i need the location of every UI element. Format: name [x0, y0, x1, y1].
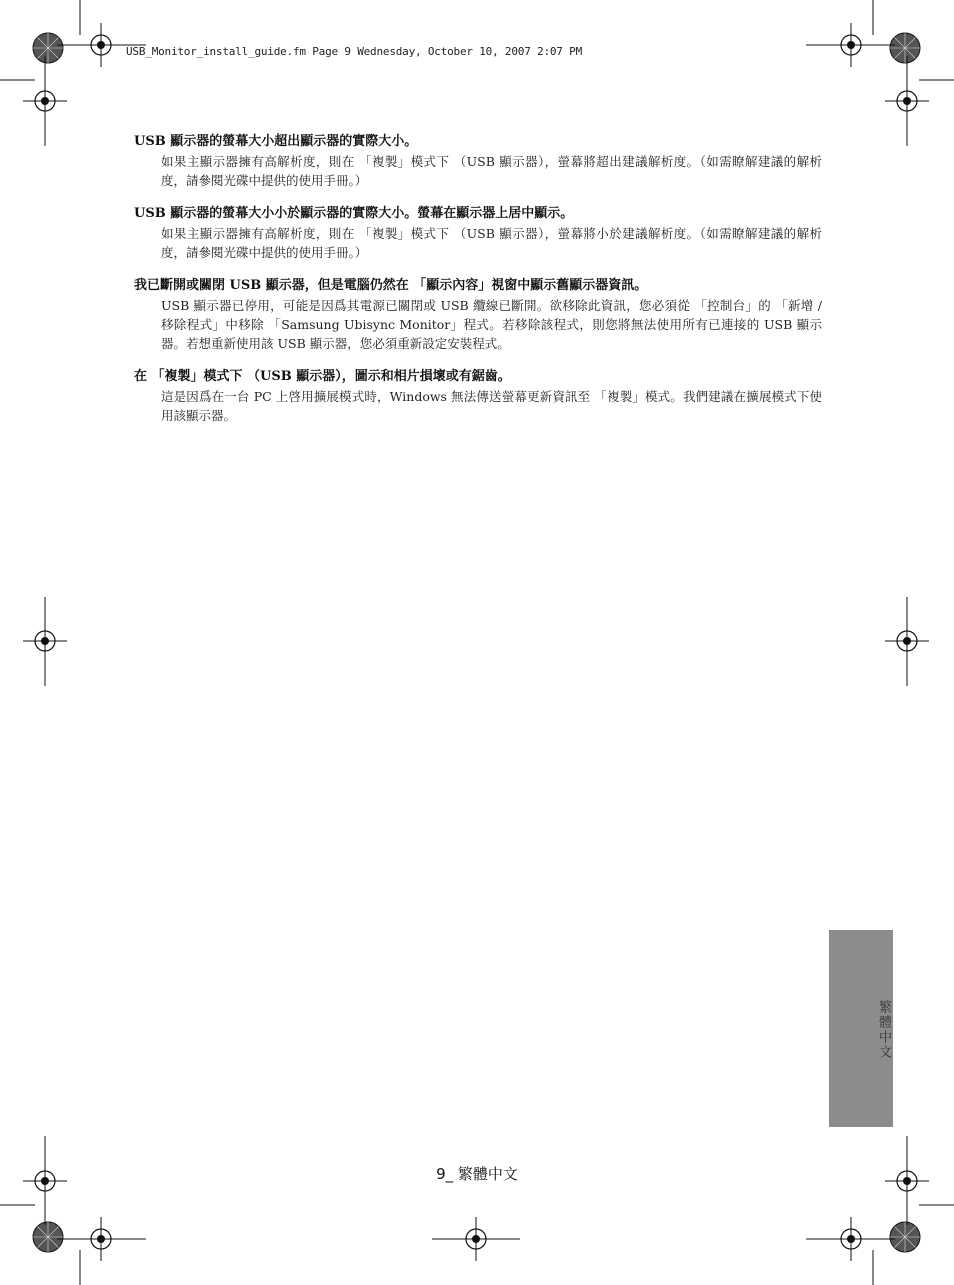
- faq-question: USB 顯示器的螢幕大小小於顯示器的實際大小。螢幕在顯示器上居中顯示。: [134, 206, 574, 221]
- page-number: 9_ 繁體中文: [436, 1165, 518, 1183]
- faq-item: [134, 367, 822, 425]
- faq-question: USB 顯示器的螢幕大小超出顯示器的實際大小。: [134, 134, 418, 149]
- faq-question: 在 「複製」模式下 （USB 顯示器），圖示和相片損壞或有鋸齒。: [134, 369, 511, 384]
- faq-item: [134, 276, 822, 353]
- faq-item: [134, 204, 822, 262]
- faq-item: [134, 132, 822, 190]
- side-tab-label: 繁體中文: [876, 1000, 891, 1060]
- faq-answer: 如果主顯示器擁有高解析度，則在 「複製」模式下 （USB 顯示器），螢幕將小於建議解析度。（如需瞭解建議的解析度，請參閱光碟中提供的使用手冊。）: [161, 226, 822, 260]
- faq-answer: 這是因爲在一台 PC 上啓用擴展模式時，Windows 無法傳送螢幕更新資訊至 「複製」模式。我們建議在擴展模式下使用該顯示器。: [161, 389, 822, 423]
- faq-question: 我已斷開或關閉 USB 顯示器，但是電腦仍然在 「顯示內容」視窗中顯示舊顯示器資訊。: [134, 278, 648, 293]
- file-info-header: USB_Monitor_install_guide.fm Page 9 Wednesday, October 10, 2007 2:07 PM: [126, 45, 583, 58]
- faq-answer: USB 顯示器已停用，可能是因爲其電源已關閉或 USB 纜線已斷開。欲移除此資訊，您必須從 「控制台」的 「新增 / 移除程式」中移除 「Samsung Ubisync Monitor」程式。若移除該程式，則您將無法使用所有已連接的 USB 顯示器。若想重新使用該 USB 顯示器，您必須重新設定安裝程式。: [161, 298, 822, 351]
- faq-section: [134, 132, 822, 439]
- language-side-tab: [829, 930, 893, 1127]
- faq-answer: 如果主顯示器擁有高解析度，則在 「複製」模式下 （USB 顯示器），螢幕將超出建議解析度。（如需瞭解建議的解析度，請參閱光碟中提供的使用手冊。）: [161, 154, 822, 188]
